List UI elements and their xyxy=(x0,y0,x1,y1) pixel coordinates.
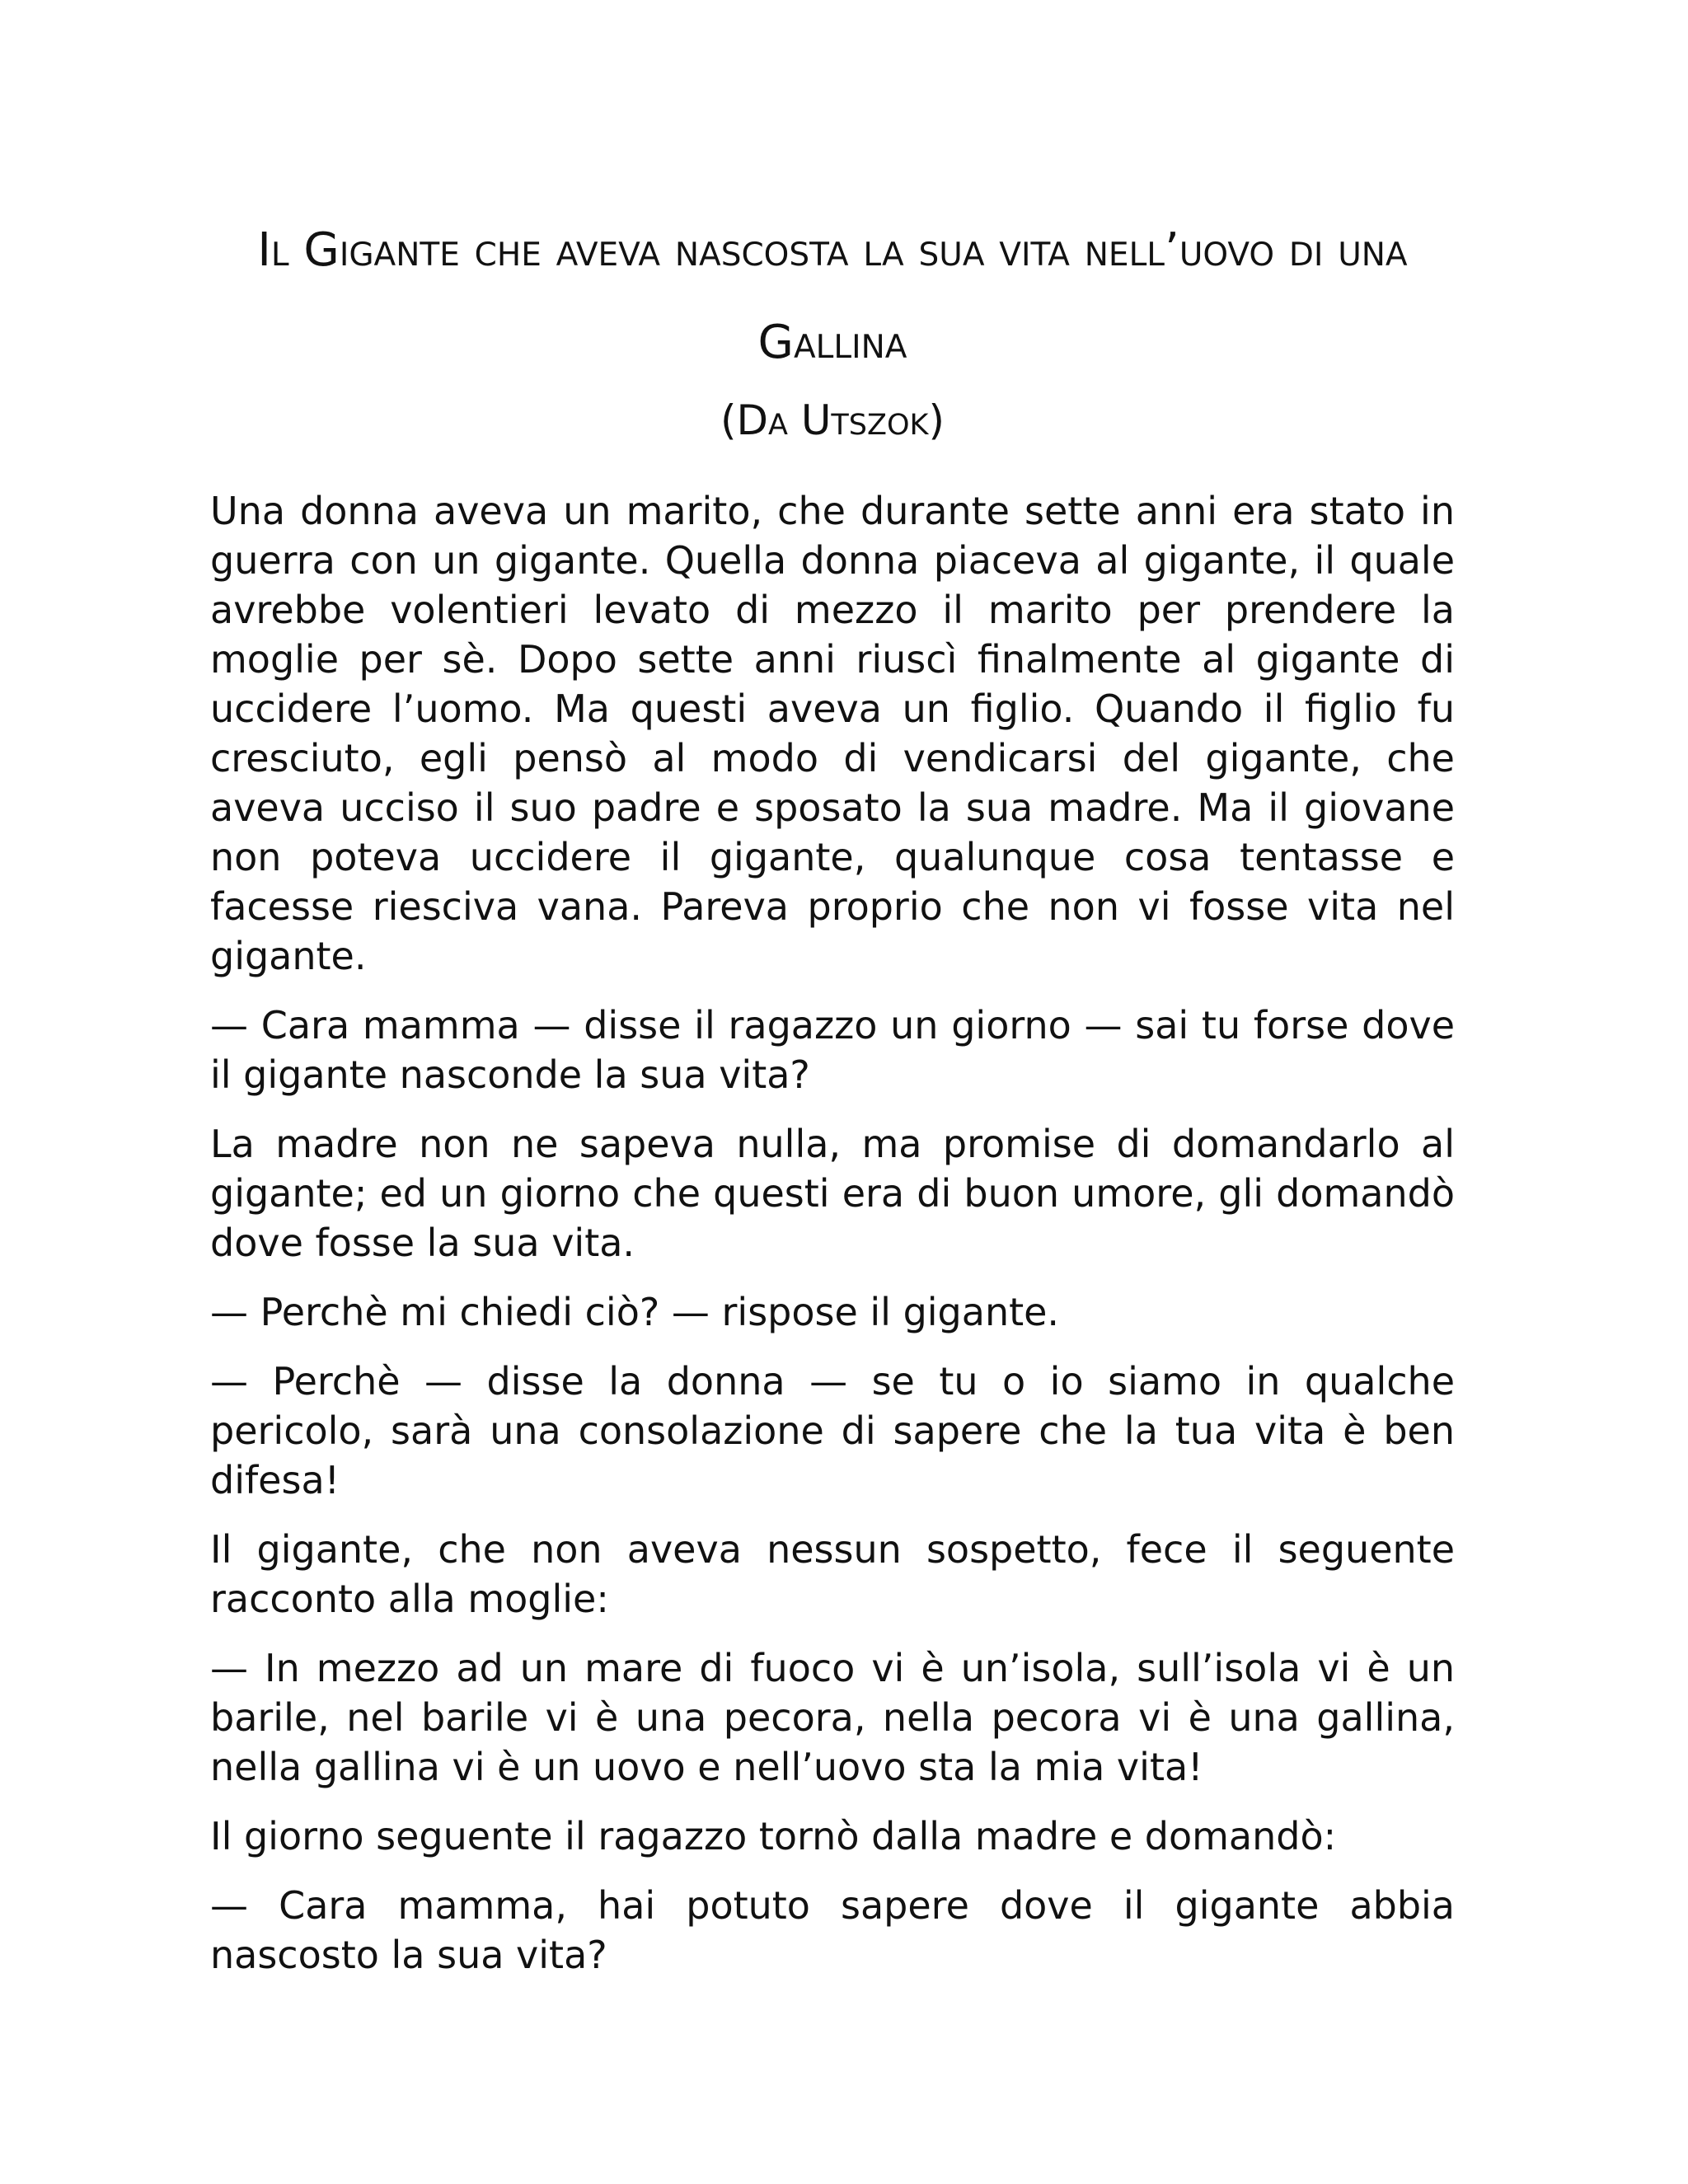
paragraph: La madre non ne sapeva nulla, ma promise di domandarlo al gigante; ed un giorno che questi era di buon umore, gli domandò dove fosse la sua vita. xyxy=(210,1122,1455,1265)
paragraph: — Perchè — disse la donna — se tu o io siamo in qualche pericolo, sarà una consolazione di sapere che la tua vita è ben difesa! xyxy=(210,1359,1455,1502)
paragraph: — Cara mamma — disse il ragazzo un giorno — sai tu forse dove il gigante nasconde la sua vita? xyxy=(210,1003,1455,1097)
paragraph: — Perchè mi chiedi ciò? — rispose il gigante. xyxy=(210,1290,1060,1334)
paragraph: — In mezzo ad un mare di fuoco vi è un’isola, sull’isola vi è un barile, nel barile vi è una pecora, nella pecora vi è una gallina, nella gallina vi è un uovo e nell’uovo sta la mia vita! xyxy=(210,1646,1455,1789)
paragraph: Il giorno seguente il ragazzo tornò dalla madre e domandò: xyxy=(210,1814,1337,1858)
paragraph: Una donna aveva un marito, che durante sette anni era stato in guerra con un gigante. Quella donna piaceva al gigante, il quale avrebbe volentieri levato di mezzo il marito per prendere la moglie per sè. Dopo sette anni riuscì finalmente al gigante di uccidere l’uomo. Ma questi aveva un figlio. Quando il figlio fu cresciuto, egli pensò al modo di vendicarsi del gigante, che aveva ucciso il suo padre e sposato la sua madre. Ma il giovane non poteva uccidere il gigante, qualunque cosa tentasse e facesse riesciva vana. Pareva proprio che non vi fosse vita nel gigante. xyxy=(210,489,1455,978)
chapter-title: Il Gigante che aveva nascosta la sua vita nell’uovo di una Gallina xyxy=(257,223,1408,369)
paragraph: Il gigante, che non aveva nessun sospetto, fece il seguente racconto alla moglie: xyxy=(210,1527,1455,1621)
chapter-subtitle: (Da Utszok) xyxy=(720,396,945,444)
paragraph: — Cara mamma, hai potuto sapere dove il gigante abbia nascosto la sua vita? xyxy=(210,1883,1455,1977)
document-page xyxy=(210,204,1455,1999)
